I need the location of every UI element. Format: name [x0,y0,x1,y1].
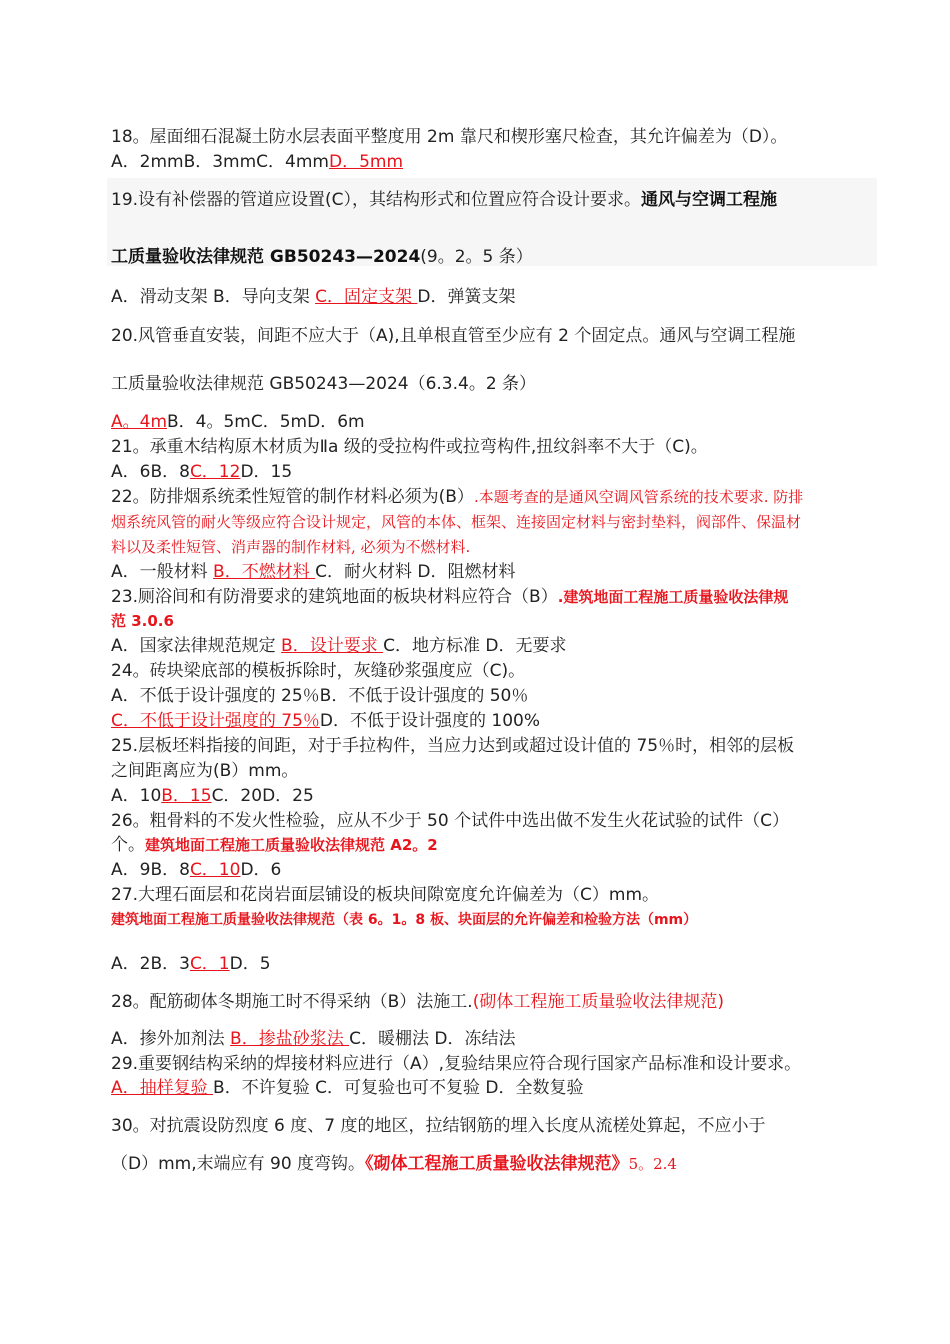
q30-stem-line-2: （D）mm,末端应有 90 度弯钩。《砌体工程施工质量验收法律规范》5。2.4 [111,1154,677,1174]
q26-stem-line-2: 个。建筑地面工程施工质量验收法律规范 A2。2 [111,835,438,855]
q23-reference-line-2: 范 3.0.6 [111,612,174,630]
q18-answer: D．5mm [328,152,404,172]
q20-stem: 20.风管垂直安装，间距不应大于（A),且单根直管至少应有 2 个固定点。通风与空调工程施 [111,326,796,346]
q22-stem: 22。防排烟系统柔性短管的制作材料必须为(B）.本题考查的是通风空调风管系统的技术要求. 防排 [111,487,804,507]
q30-reference-number: 5。2.4 [628,1155,677,1173]
q25-answer: B．15 [161,786,212,806]
q30-stem: 30。对抗震设防烈度 6 度、7 度的地区，拉结钢筋的埋入长度从流槎处算起，不应小于 [111,1116,766,1136]
q20-options: A。4mB．4。5mC．5mD．6m [111,412,365,432]
q30-reference: 《砌体工程施工质量验收法律规范》 [365,1154,629,1174]
q27-options: A．2B．3C．1D．5 [111,954,271,974]
q27-reference: 建筑地面工程施工质量验收法律规范（表 6。1。8 板、块面层的允许偏差和检验方法（mm） [111,912,698,928]
q20-reference-line: 工质量验收法律规范 GB50243—2024（6.3.4。2 条） [111,374,537,394]
q27-answer: C．1 [189,954,230,974]
q26-stem: 26。粗骨料的不发火性检验，应从不少于 50 个试件中选出做不发生火花试验的试件（C） [111,811,789,831]
q22-note: .本题考查的是通风空调风管系统的技术要求. 防排 [473,488,804,506]
q20-answer: A。4m [111,412,168,432]
q25-options: A．10B．15C．20D．25 [111,786,314,806]
q19-reference: 通风与空调工程施 [641,190,778,210]
q23-reference: .建筑地面工程施工质量验收法律规 [557,588,789,606]
q21-stem: 21。承重木结构原木材质为Ⅱa 级的受拉构件或拉弯构件,扭纹斜率不大于（C)。 [111,437,708,457]
q19-stem: 19.设有补偿器的管道应设置(C），其结构形式和位置应符合设计要求。通风与空调工程施 [111,190,778,210]
q23-answer: B．设计要求 [281,636,384,656]
q28-stem: 28。配筋砌体冬期施工时不得采纳（B）法施工.(砌体工程施工质量验收法律规范) [111,992,724,1012]
q26-reference: 建筑地面工程施工质量验收法律规范 A2。2 [145,836,438,854]
q26-answer: C．10 [189,860,241,880]
q29-answer: A．抽样复验 [111,1078,214,1098]
q24-options-cd: C．不低于设计强度的 75％D．不低于设计强度的 100% [111,711,541,731]
q25-stem-line-2: 之间距离应为(B）mm。 [111,761,299,781]
q25-stem: 25.层板坯料指接的间距，对于手拉构件，当应力达到或超过设计值的 75％时，相邻的层板 [111,736,795,756]
q27-stem: 27.大理石面层和花岗岩面层铺设的板块间隙宽度允许偏差为（C）mm。 [111,885,660,905]
q19-reference-line: 工质量验收法律规范 GB50243—2024(9。2。5 条） [111,247,533,267]
q24-stem: 24。砖块梁底部的模板拆除时，灰缝砂浆强度应（C)。 [111,661,526,681]
q22-note-line-2: 烟系统风管的耐火等级应符合设计规定，风管的本体、框架、连接固定材料与密封垫料，阀部件、保温材 [111,513,802,531]
q22-answer: B．不燃材料 [213,562,316,582]
q21-options: A．6B．8C．12D．15 [111,462,293,482]
q22-note-line-3: 料以及柔性短管、消声器的制作材料, 必须为不燃材料. [111,538,471,556]
q21-answer: C．12 [189,462,241,482]
q23-stem: 23.厕浴间和有防滑要求的建筑地面的板块材料应符合（B）.建筑地面工程施工质量验收法律规 [111,587,789,607]
q29-stem: 29.重要钢结构采纳的焊接材料应进行（A）,复验结果应符合现行国家产品标准和设计要求。 [111,1054,802,1074]
q18-stem: 18。屋面细石混凝土防水层表面平整度用 2m 靠尺和楔形塞尺检查，其允许偏差为（D）。 [111,127,788,147]
q18-options: A．2mmB．3mmC．4mmD．5mm [111,152,404,172]
q22-options: A．一般材料 B．不燃材料 C．耐火材料 D．阻燃材料 [111,562,516,582]
q26-options: A．9B．8C．10D．6 [111,860,282,880]
q23-options: A．国家法律规范规定 B．设计要求 C．地方标准 D．无要求 [111,636,567,656]
q28-answer: B．掺盐砂浆法 [230,1029,350,1049]
q29-options: A．抽样复验 B．不许复验 C．可复验也可不复验 D．全数复验 [111,1078,584,1098]
q19-answer: C．固定支架 [315,287,418,307]
q19-options: A．滑动支架 B．导向支架 C．固定支架 D．弹簧支架 [111,287,516,307]
q24-options-ab: A．不低于设计强度的 25％B．不低于设计强度的 50％ [111,686,529,706]
q28-options: A．掺外加剂法 B．掺盐砂浆法 C．暖棚法 D．冻结法 [111,1029,516,1049]
q20-reference: 通风与空调工程施 [659,326,796,346]
q24-answer: C．不低于设计强度的 75％ [111,711,320,731]
q28-reference: (砌体工程施工质量验收法律规范) [472,992,724,1012]
